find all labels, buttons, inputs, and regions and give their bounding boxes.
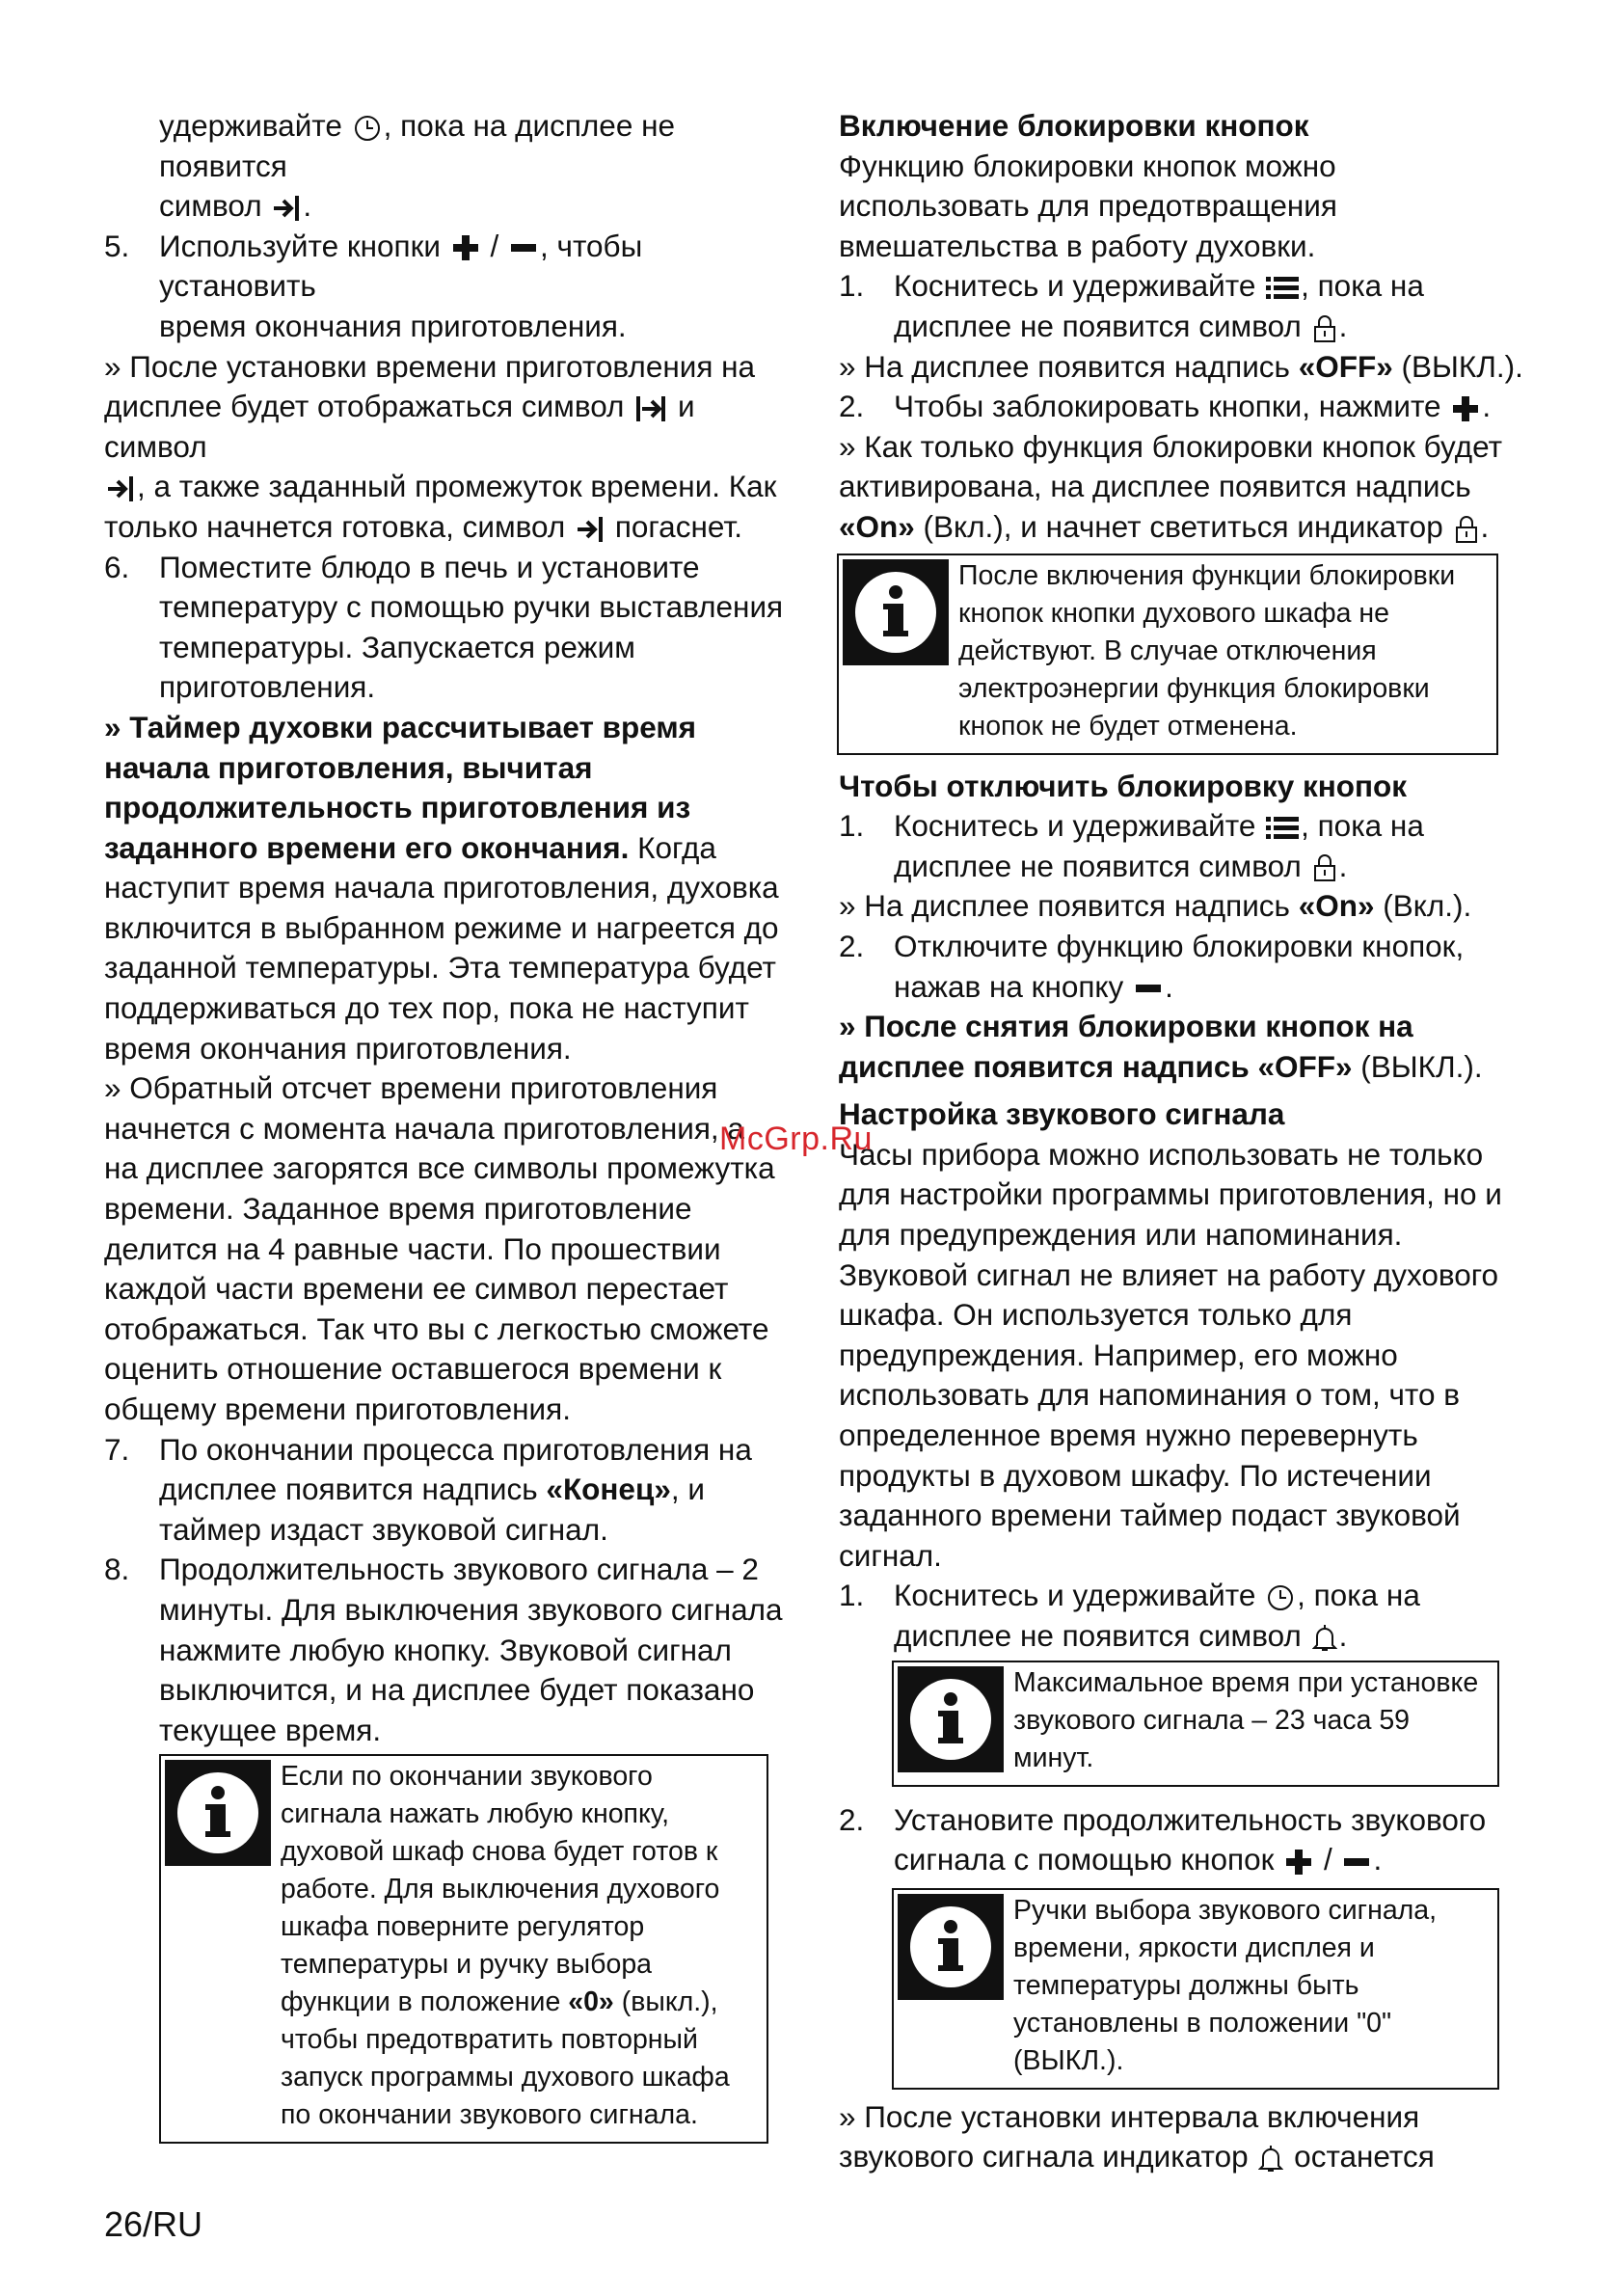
text: По окончании процесса приготовления на дисплее появится надпись (159, 1431, 752, 1507)
result-on-2 (839, 886, 1523, 927)
text: Коснитесь и удерживайте (894, 1578, 1256, 1613)
text: » После установки времени приготовления на (104, 348, 756, 384)
paragraph-alarm-1: Часы прибора можно использовать не только для настройки программы приготовления, но и для предупреждения или напоминания. (839, 1136, 1502, 1253)
heading-enable-lock: Включение блокировки кнопок (839, 108, 1309, 143)
text: Когда наступит время начала приготовления, духовка включится в выбранном режиме и нагреется до заданной температуры. Эта температура будет поддерживаться до тех пор, пока не наступит время окончания приготовления. (104, 829, 779, 1066)
text: . (1338, 1618, 1348, 1653)
bold-text: «Конец» (546, 1472, 671, 1507)
text: дисплее будет отображаться символ (104, 389, 625, 424)
paragraph-timer (104, 708, 785, 1068)
step-8 (104, 1550, 785, 1750)
lock-icon (1454, 515, 1479, 544)
text: Используйте кнопки (159, 228, 441, 263)
text: , пока на дисплее не появится (159, 108, 676, 183)
text: символ (159, 188, 262, 224)
text: . (1482, 389, 1492, 424)
paragraph-lock-intro: Функцию блокировки кнопок можно использовать для предотвращения вмешательства в работу духовки. (839, 148, 1337, 263)
bold-text: » Таймер духовки рассчитывает время начала приготовления, вычитая продолжительность приготовления из заданного времени его окончания. (104, 709, 697, 865)
menu-icon (1266, 815, 1299, 842)
end-arrow-icon (576, 514, 605, 545)
text: » После установки интервала включения звукового сигнала индикатор (839, 2098, 1420, 2174)
text: и символ (104, 389, 695, 464)
result-alarm-indicator (839, 2097, 1523, 2177)
note-text: Ручки выбора звукового сигнала, времени, яркости дисплея и температуры должны быть установлены в положении "0" (ВЫКЛ.). (1013, 1894, 1438, 2076)
step-number: 6. (104, 549, 130, 584)
step-number: 5. (104, 228, 130, 263)
note-text: После включения функции блокировки кнопок кнопки духового шкафа не действуют. В случае отключения электроэнергии функция блокировки кнопок не будет отменена. (958, 559, 1456, 742)
text: . (1338, 848, 1348, 883)
alarm-step-2 (839, 1800, 1523, 1880)
heading-alarm: Настройка звукового сигнала (839, 1096, 1285, 1132)
unlock-step-2 (839, 927, 1523, 1007)
text: » На дисплее появится надпись (839, 348, 1299, 384)
bold-text: «On» (839, 508, 915, 544)
bell-icon (1312, 1624, 1337, 1653)
lock-step-1 (839, 266, 1523, 346)
text: Коснитесь и удерживайте (894, 808, 1256, 844)
text: только начнется готовка, символ (104, 508, 566, 544)
text: , пока на дисплее не появится символ (894, 808, 1424, 883)
info-icon (894, 1890, 1011, 2088)
bell-icon (1258, 2145, 1283, 2174)
bold-text: » После снятия блокировки кнопок на дисплее появится надпись «OFF» (839, 1009, 1413, 1084)
text: (Вкл.). (1374, 888, 1472, 924)
paragraph-after-setup (104, 347, 785, 548)
lock-icon (1312, 314, 1337, 343)
text: Продолжительность звукового сигнала – 2 минуты. Для выключения звукового сигнала нажмите любую кнопку. Звуковой сигнал выключится, и на дисплее будет показано текущее время. (159, 1552, 783, 1747)
text: Чтобы заблокировать кнопки, нажмите (894, 389, 1441, 424)
step-number: 2. (839, 389, 865, 424)
text: / (490, 228, 499, 263)
page-number: 26/RU (104, 2204, 203, 2244)
start-arrow-icon (634, 393, 667, 424)
right-column (839, 106, 1523, 2177)
step-number: 8. (104, 1552, 130, 1587)
info-icon (894, 1662, 1011, 1785)
text: , чтобы установить (159, 228, 643, 304)
lock-step-2 (839, 387, 1523, 427)
step-7 (104, 1430, 785, 1551)
minus-icon (1134, 974, 1163, 1003)
left-column (104, 106, 785, 2144)
watermark: McGrp.Ru (719, 1121, 873, 1157)
unlock-step-1 (839, 806, 1523, 886)
info-note-lock (837, 554, 1498, 755)
step-number: 1. (839, 1578, 865, 1613)
step-number: 7. (104, 1431, 130, 1467)
text: , а также заданный промежуток времени. Как (137, 469, 777, 504)
text: » Как только функция блокировки кнопок будет активирована, на дисплее появится надпись (839, 428, 1503, 504)
text: Отключите функцию блокировки кнопок, нажав на кнопку (894, 928, 1465, 1004)
step-number: 2. (839, 1801, 865, 1837)
text: Поместите блюдо в печь и установите температуру с помощью ручки выставления температуры. Запускается режим приготовления. (159, 549, 784, 705)
text: , и таймер издаст звуковой сигнал. (159, 1472, 705, 1547)
info-icon (839, 555, 956, 753)
result-on (839, 427, 1523, 548)
heading-disable-lock: Чтобы отключить блокировку кнопок (839, 768, 1408, 803)
plus-icon (1284, 1848, 1313, 1877)
clock-icon (353, 114, 382, 143)
alarm-step-1 (839, 1576, 1523, 1656)
step-number: 1. (839, 808, 865, 844)
text: / (1323, 1842, 1332, 1877)
note-text (279, 1756, 767, 2142)
clock-icon (1266, 1583, 1295, 1612)
text: (Вкл.), и начнет светиться индикатор (914, 508, 1443, 544)
info-note-knobs (892, 1888, 1499, 2090)
info-note-alarm-end (159, 1754, 768, 2144)
text: . (1373, 1842, 1383, 1877)
text: » На дисплее появится надпись (839, 888, 1299, 924)
text: Коснитесь и удерживайте (894, 268, 1256, 304)
info-note-max-time (892, 1661, 1499, 1787)
text: (ВЫКЛ.). (1352, 1048, 1483, 1084)
text: останется (1294, 2139, 1435, 2174)
step-number: 2. (839, 928, 865, 963)
text: Если по окончании звукового сигнала нажать любую кнопку, духовой шкаф снова будет готов к работе. Для выключения духового шкафа поверните регулятор температуры и ручку выбора функции в положение (281, 1761, 720, 2018)
result-off (839, 347, 1523, 388)
text: , пока на дисплее не появится символ (894, 1578, 1420, 1653)
step-5 (104, 227, 785, 347)
step-6 (104, 548, 785, 708)
end-arrow-icon (106, 473, 135, 504)
end-arrow-icon (272, 193, 301, 224)
text: (выкл.), чтобы предотвратить повторный запуск программы духового шкафа по окончании звукового сигнала. (281, 1986, 730, 2131)
step-number: 1. (839, 268, 865, 304)
step4-continuation (104, 106, 785, 227)
text: Установите продолжительность звукового сигнала с помощью кнопок (894, 1801, 1487, 1877)
text: . (1480, 508, 1490, 544)
text: . (303, 188, 312, 224)
text: погаснет. (614, 508, 743, 544)
menu-icon (1266, 275, 1299, 302)
text: (ВЫКЛ.). (1392, 348, 1523, 384)
text: удерживайте (159, 108, 342, 143)
text: время окончания приготовления. (159, 308, 627, 343)
paragraph-countdown: » Обратный отсчет времени приготовления начнется с момента начала приготовления, а на дисплее загорятся все символы промежутка времени. Заданное время приготовление делится на 4 равные части. По прошествии каждой части времени ее символ перестает отображаться. Так что вы с легкостью сможете оценить отношение оставшегося времени к общему времени приготовления. (104, 1070, 775, 1426)
text: , пока на дисплее не появится символ (894, 268, 1424, 343)
minus-icon (509, 233, 538, 262)
note-text: Максимальное время при установке звукового сигнала – 23 часа 59 минут. (1013, 1666, 1479, 1773)
paragraph-alarm-2: Звуковой сигнал не влияет на работу духового шкафа. Он используется только для предупреждения. Например, его можно использовать для напоминания о том, что в определенное время нужно перевернуть продукты в духовом шкафу. По истечении заданного времени таймер подаст звуковой сигнал. (839, 1256, 1499, 1573)
result-off-2 (839, 1007, 1523, 1087)
plus-icon (1451, 394, 1480, 423)
bold-text: «OFF» (1298, 348, 1393, 384)
text: . (1165, 968, 1173, 1004)
info-icon (161, 1756, 279, 2142)
bold-text: «On» (1298, 888, 1375, 924)
lock-icon (1312, 853, 1337, 882)
plus-icon (451, 233, 480, 262)
minus-icon (1342, 1848, 1371, 1877)
bold-text: «0» (568, 1986, 614, 2018)
text: . (1338, 308, 1348, 343)
